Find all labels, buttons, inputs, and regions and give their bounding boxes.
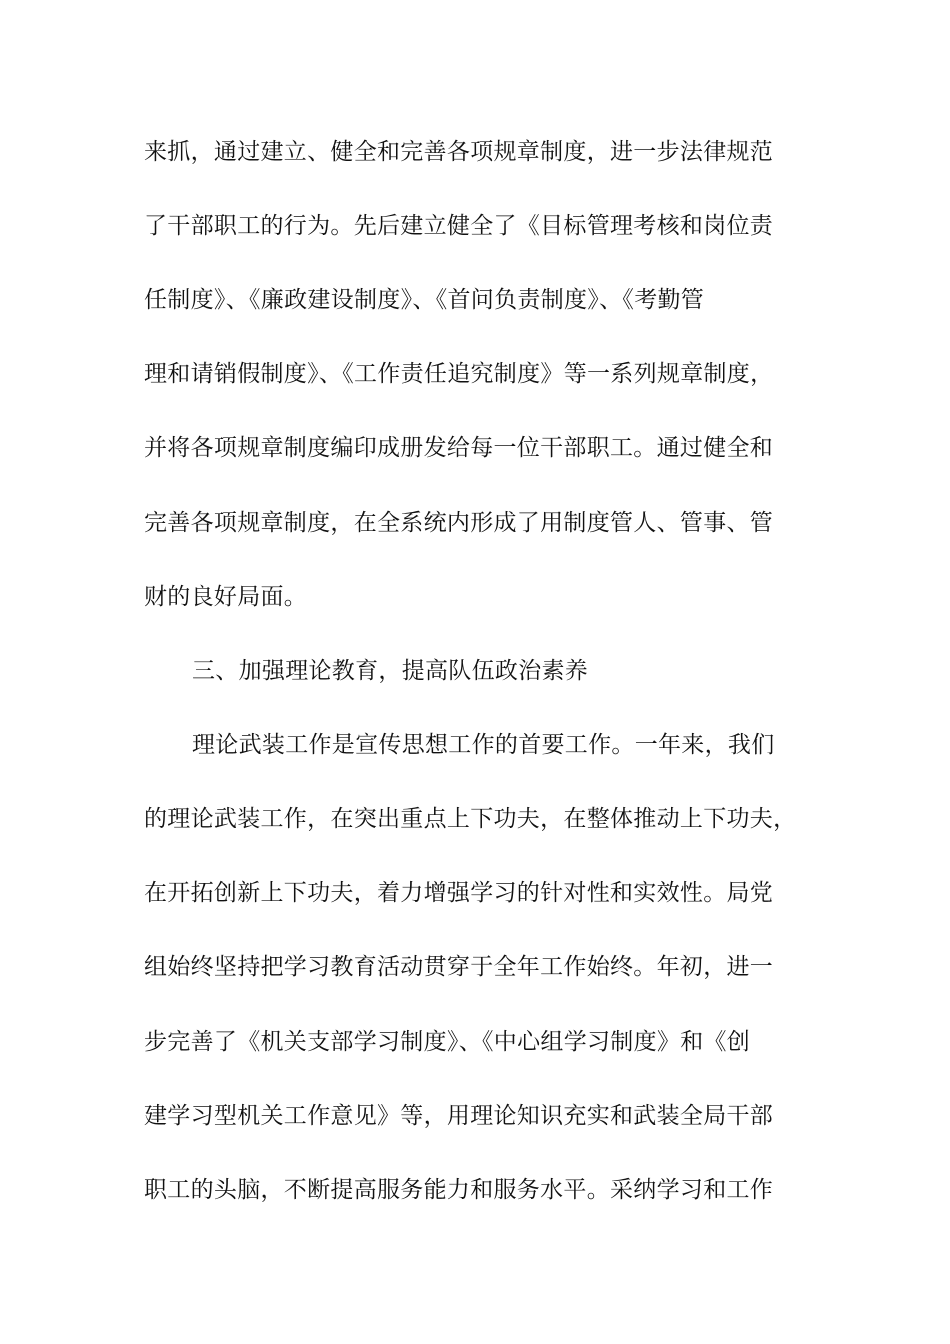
paragraph-line: 完善各项规章制度，在全系统内形成了用制度管人、管事、管 [144,510,774,536]
paragraph-line: 理论武装工作是宣传思想工作的首要工作。一年来，我们 [192,732,775,758]
paragraph-line: 并将各项规章制度编印成册发给每一位干部职工。通过健全和 [144,435,774,461]
paragraph-line: 了干部职工的行为。先后建立健全了《目标管理考核和岗位责 [144,213,774,239]
paragraph-line: 来抓，通过建立、健全和完善各项规章制度，进一步法律规范 [144,139,774,165]
paragraph-line: 财的良好局面。 [144,584,308,610]
paragraph-line: 在开拓创新上下功夫，着力增强学习的针对性和实效性。局党 [144,880,774,906]
paragraph-line: 建学习型机关工作意见》等，用理论知识充实和武装全局干部 [144,1103,774,1129]
paragraph-line: 任制度》、《廉政建设制度》、《首问负责制度》、《考勤管 [144,287,705,313]
paragraph-line: 职工的头脑，不断提高服务能力和服务水平。采纳学习和工作 [144,1177,774,1203]
paragraph-line: 步完善了《机关支部学习制度》、《中心组学习制度》和《创 [144,1029,751,1055]
paragraph-line: 的理论武装工作，在突出重点上下功夫，在整体推动上下功夫， [144,806,797,832]
section-heading: 三、加强理论教育，提高队伍政治素养 [192,658,589,684]
paragraph-line: 组始终坚持把学习教育活动贯穿于全年工作始终。年初，进一 [144,954,774,980]
paragraph-line: 理和请销假制度》、《工作责任追究制度》等一系列规章制度， [144,361,774,387]
